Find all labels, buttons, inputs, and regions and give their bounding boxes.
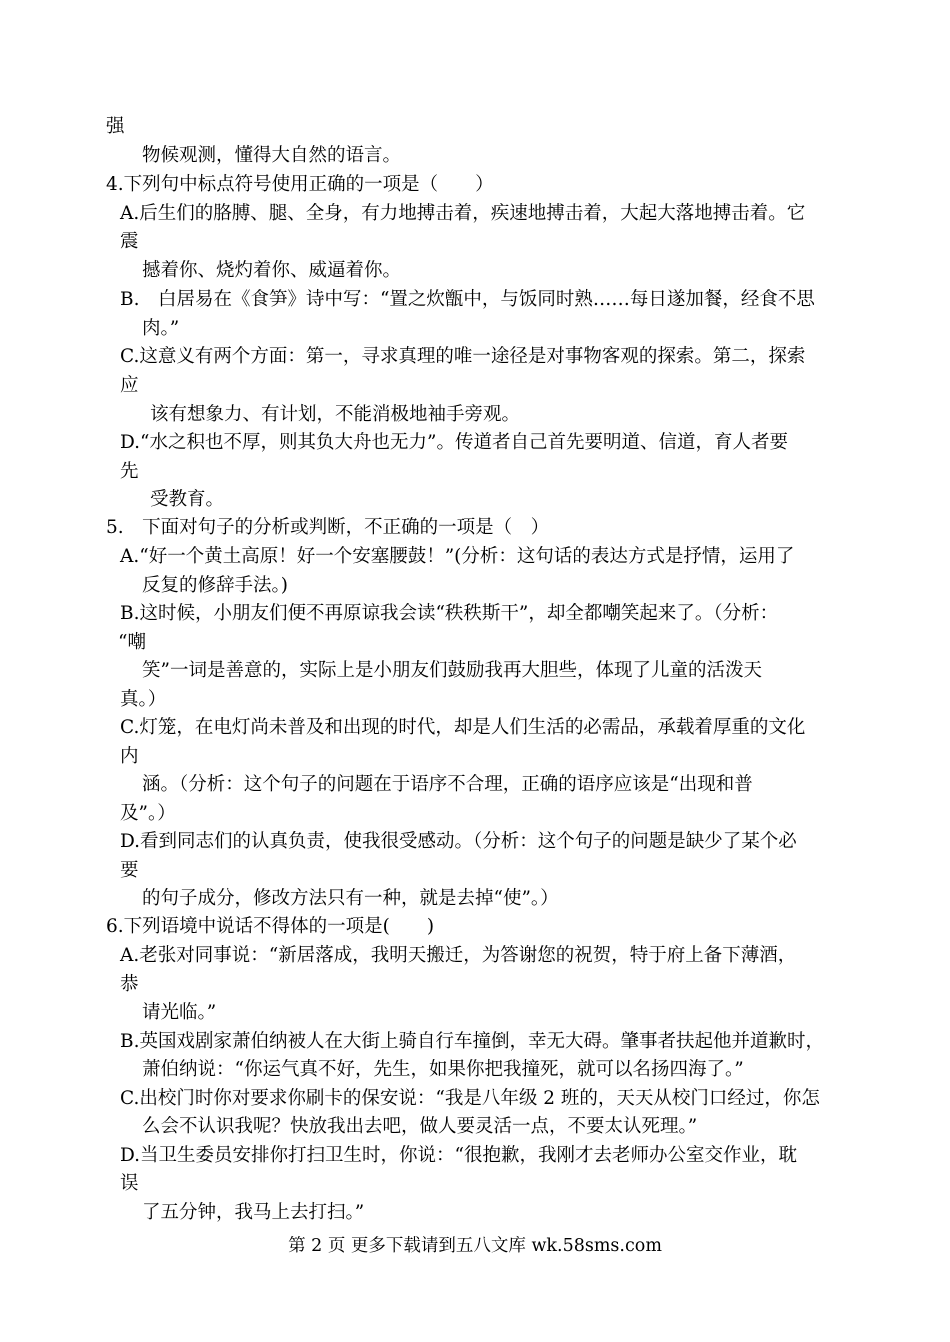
question-4-option-d: D.“水之积也不厚，则其负大舟也无力”。传道者自己首先要明道、信道，育人者要 — [120, 432, 788, 453]
text-line: 震 — [120, 231, 139, 252]
question-5-option-d: D.看到同志们的认真负责，使我很受感动。（分析：这个句子的问题是缺少了某个必 — [120, 831, 797, 852]
text-line: 应 — [120, 375, 139, 396]
text-line: 物候观测，懂得大自然的语言。 — [142, 145, 402, 166]
text-line: “嘲 — [118, 632, 146, 653]
text-line: 萧伯纳说：“你运气真不好，先生，如果你把我撞死，就可以名扬四海了。” — [142, 1059, 744, 1080]
text-line: 的句子成分，修改方法只有一种，就是去掉“使”。） — [142, 888, 559, 909]
question-5-option-a: A.“好一个黄土高原！好一个安塞腰鼓！”(分析：这句话的表达方式是抒情，运用了 — [120, 546, 795, 567]
text-line: 反复的修辞手法。) — [142, 575, 288, 596]
page-footer: 第 2 页 更多下载请到五八文库 wk.58sms.com — [288, 1236, 662, 1256]
text-line: 涵。（分析：这个句子的问题在于语序不合理，正确的语序应该是“出现和普 — [142, 774, 753, 795]
question-6-option-d: D.当卫生委员安排你打扫卫生时，你说：“很抱歉，我刚才去老师办公室交作业，耽 — [120, 1145, 798, 1166]
text-line: 先 — [120, 461, 139, 482]
text-line: 肉。” — [142, 318, 180, 339]
question-6-stem: 6.下列语境中说话不得体的一项是( ) — [106, 916, 435, 937]
text-line: 该有想象力、有计划，不能消极地袖手旁观。 — [150, 404, 521, 425]
question-5-option-c: C.灯笼，在电灯尚未普及和出现的时代，却是人们生活的必需品，承载着厚重的文化 — [120, 717, 806, 738]
text-line: 撼着你、烧灼着你、威逼着你。 — [142, 260, 402, 281]
text-line: 强 — [106, 116, 125, 137]
text-line: 误 — [120, 1173, 139, 1194]
text-line: 受教育。 — [150, 489, 225, 510]
text-line: 及”。） — [120, 803, 176, 824]
text-line: 恭 — [120, 974, 139, 995]
question-6-option-c: C.出校门时你对要求你刷卡的保安说：“我是八年级 2 班的，天天从校门口经过，你怎 — [120, 1088, 820, 1109]
question-5-option-b: B.这时候，小朋友们便不再原谅我会读“秩秩斯干”，却全都嘲笑起来了。（分析： — [120, 603, 779, 624]
text-line: 请光临。” — [142, 1002, 217, 1023]
text-line: 笑”一词是善意的，实际上是小朋友们鼓励我再大胆些，体现了儿童的活泼天 — [142, 660, 762, 681]
text-line: 真。） — [120, 689, 167, 710]
question-4-option-c: C.这意义有两个方面：第一，寻求真理的唯一途径是对事物客观的探索。第二，探索 — [120, 346, 806, 367]
text-line: 内 — [120, 746, 139, 767]
question-4-option-b: B. 白居易在《食笋》诗中写：“置之炊甑中，与饭同时熟……每日遂加餐，经食不思 — [120, 289, 815, 310]
text-line: 要 — [120, 860, 139, 881]
question-6-option-a: A.老张对同事说：“新居落成，我明天搬迁，为答谢您的祝贺，特于府上备下薄酒， — [120, 945, 797, 966]
question-4-option-a: A.后生们的胳膊、腿、全身，有力地搏击着，疾速地搏击着，大起大落地搏击着。它 — [120, 203, 806, 224]
question-4-stem: 4.下列句中标点符号使用正确的一项是（ ） — [106, 174, 494, 195]
text-line: 么会不认识我呢？快放我出去吧，做人要灵活一点，不要太认死理。” — [142, 1116, 698, 1137]
text-line: 了五分钟，我马上去打扫。” — [142, 1202, 365, 1223]
question-6-option-b: B.英国戏剧家萧伯纳被人在大街上骑自行车撞倒，幸无大碍。肇事者扶起他并道歉时， — [120, 1031, 824, 1052]
question-5-stem: 5. 下面对句子的分析或判断，不正确的一项是（ ） — [106, 517, 550, 538]
